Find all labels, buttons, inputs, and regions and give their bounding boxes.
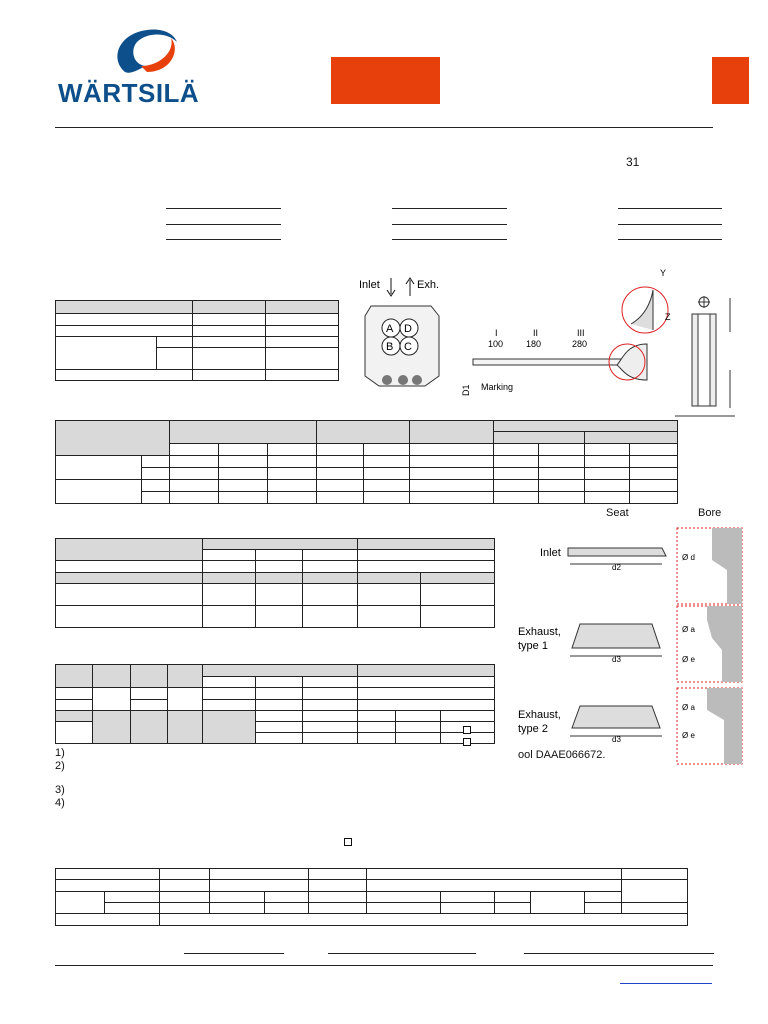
valve-diagram: [355, 262, 750, 422]
footnote-1: 1): [55, 747, 65, 759]
y-label: Y: [660, 268, 667, 278]
field-line-3c: [618, 239, 722, 240]
footnote-3: 3): [55, 784, 65, 796]
exhaust1-seat-ring: [572, 624, 660, 648]
station-3-value: 280: [572, 339, 588, 349]
bore-oe2-label: Ø e: [682, 731, 695, 740]
exhaust1-label-line2: type 1: [518, 640, 548, 652]
field-line-1a: [166, 208, 281, 209]
port-d: D: [404, 323, 412, 335]
footer-sig-line-1: [184, 953, 284, 954]
port-c: C: [404, 341, 412, 353]
field-line-2a: [392, 208, 507, 209]
valve-head: [617, 344, 647, 380]
header-rule: [55, 127, 713, 128]
valve-info-table: [55, 300, 339, 381]
guide-table: [55, 664, 495, 744]
field-line-2c: [392, 239, 507, 240]
d3-label: d3: [612, 655, 621, 664]
d3b-label: d3: [612, 735, 621, 744]
exhaust2-seat-ring: [572, 706, 660, 728]
arrow-down-icon: [387, 278, 395, 296]
exhaust-label: Exh.: [417, 279, 440, 291]
station-2-label: II: [533, 328, 539, 338]
z-label: Z: [665, 312, 671, 322]
seat-bore-diagrams: [512, 520, 747, 765]
seat-label: Seat: [606, 507, 629, 519]
exhaust2-label-line1: Exhaust,: [518, 709, 561, 721]
seat-inlet-label: Inlet: [540, 547, 561, 559]
arrow-up-icon: [406, 278, 414, 296]
d1-label: D1: [461, 384, 471, 396]
footnote-4: 4): [55, 797, 65, 809]
bore-od-label: Ø d: [682, 553, 695, 562]
checkbox-1[interactable]: [463, 726, 471, 734]
port-a: A: [386, 323, 394, 335]
checkbox-approval[interactable]: [344, 838, 352, 846]
station-2-value: 180: [526, 339, 542, 349]
checkbox-2[interactable]: [463, 738, 471, 746]
seat-table: [55, 538, 495, 628]
footer-sig-line-2: [328, 953, 476, 954]
footer-sig-line-3: [524, 953, 714, 954]
field-line-3b: [618, 224, 722, 225]
header-accent-tab: [712, 57, 749, 104]
tool-reference: ool DAAE066672.: [518, 749, 606, 761]
footer-rule: [55, 965, 713, 966]
valve-measurement-table: [55, 420, 678, 504]
station-3-label: III: [577, 328, 585, 338]
exhaust1-label-line1: Exhaust,: [518, 626, 561, 638]
port-b: B: [386, 341, 394, 353]
brand-logo: [55, 22, 200, 112]
header-accent-block: [331, 57, 440, 104]
bore-oe-label: Ø e: [682, 655, 695, 664]
inlet-label: Inlet: [359, 279, 380, 291]
footer-link-underline[interactable]: [620, 983, 712, 984]
inlet-seat-ring: [568, 548, 666, 556]
field-line-3a: [618, 208, 722, 209]
signoff-table: [55, 868, 688, 926]
station-1-value: 100: [488, 339, 504, 349]
footnote-2: 2): [55, 760, 65, 772]
valve-stem: [473, 359, 623, 365]
station-1-label: I: [495, 328, 498, 338]
d2-label: d2: [612, 563, 621, 572]
bore-oa-label: Ø a: [682, 625, 695, 634]
bore-oa2-label: Ø a: [682, 703, 695, 712]
logo-wordmark: WÄRTSILÄ: [58, 78, 200, 108]
bore-label: Bore: [698, 507, 722, 519]
exhaust2-label-line2: type 2: [518, 723, 548, 735]
field-line-2b: [392, 224, 507, 225]
field-line-1b: [166, 224, 281, 225]
marking-label: Marking: [481, 382, 514, 392]
page-number: 31: [626, 155, 640, 169]
field-line-1c: [166, 239, 281, 240]
